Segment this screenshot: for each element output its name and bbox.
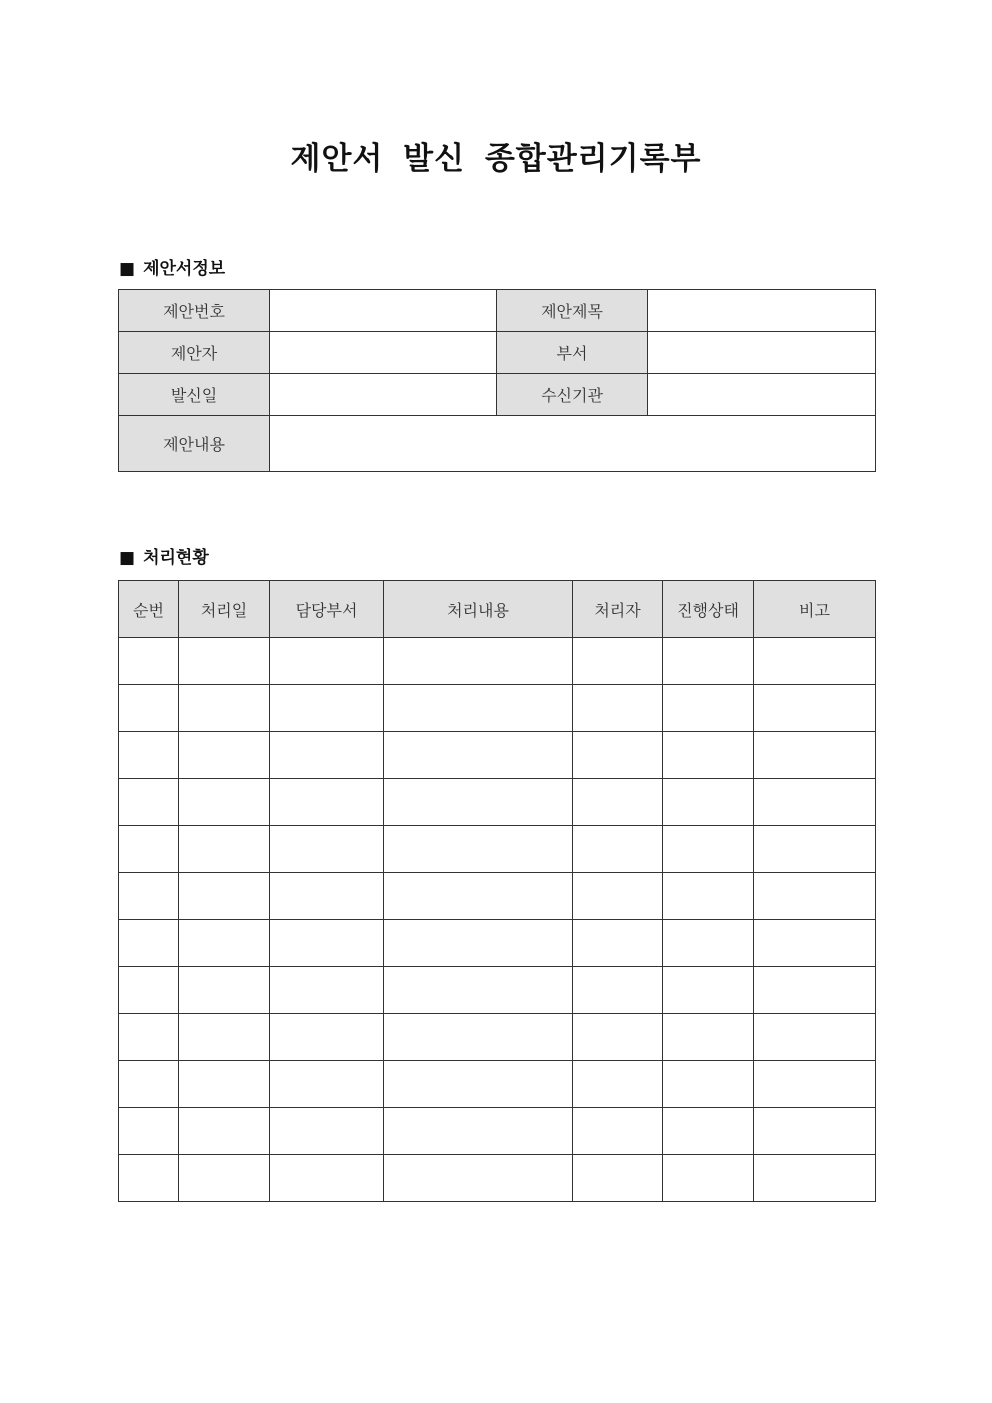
department-cell[interactable]: [270, 873, 384, 920]
table-row: [119, 332, 876, 374]
process-content-cell[interactable]: [384, 732, 573, 779]
progress-status-cell[interactable]: [663, 1108, 754, 1155]
progress-status-cell[interactable]: [663, 685, 754, 732]
processing-status-table: [118, 580, 876, 1202]
seq-cell[interactable]: [119, 967, 179, 1014]
process-date-cell[interactable]: [179, 873, 270, 920]
seq-cell[interactable]: [119, 685, 179, 732]
process-content-cell[interactable]: [384, 1108, 573, 1155]
label-proposer: 제안자: [119, 332, 270, 374]
proposal-title-field[interactable]: [648, 290, 876, 332]
process-date-cell[interactable]: [179, 967, 270, 1014]
handler-cell[interactable]: [573, 685, 663, 732]
process-date-cell[interactable]: [179, 779, 270, 826]
progress-status-cell[interactable]: [663, 873, 754, 920]
remarks-cell[interactable]: [754, 732, 876, 779]
progress-status-cell[interactable]: [663, 967, 754, 1014]
process-content-cell[interactable]: [384, 1014, 573, 1061]
department-cell[interactable]: [270, 1014, 384, 1061]
handler-cell[interactable]: [573, 732, 663, 779]
seq-cell[interactable]: [119, 873, 179, 920]
process-content-cell[interactable]: [384, 685, 573, 732]
remarks-cell[interactable]: [754, 1108, 876, 1155]
department-cell[interactable]: [270, 1108, 384, 1155]
label-department: 부서: [497, 332, 648, 374]
process-date-cell[interactable]: [179, 638, 270, 685]
remarks-cell[interactable]: [754, 779, 876, 826]
table-row: [119, 685, 876, 732]
department-cell[interactable]: [270, 732, 384, 779]
table-row: [119, 826, 876, 873]
handler-cell[interactable]: [573, 638, 663, 685]
section-heading-proposal-info: [119, 254, 225, 279]
department-cell[interactable]: [270, 920, 384, 967]
progress-status-cell[interactable]: [663, 1155, 754, 1202]
section-heading-processing-status: [119, 543, 209, 568]
seq-cell[interactable]: [119, 779, 179, 826]
seq-cell[interactable]: [119, 1061, 179, 1108]
content-field[interactable]: [270, 416, 876, 472]
seq-cell[interactable]: [119, 1014, 179, 1061]
department-field[interactable]: [648, 332, 876, 374]
handler-cell[interactable]: [573, 826, 663, 873]
process-content-cell[interactable]: [384, 1061, 573, 1108]
process-content-cell[interactable]: [384, 826, 573, 873]
remarks-cell[interactable]: [754, 638, 876, 685]
section-heading-label: 처리현황: [143, 548, 209, 568]
remarks-cell[interactable]: [754, 920, 876, 967]
progress-status-cell[interactable]: [663, 638, 754, 685]
progress-status-cell[interactable]: [663, 920, 754, 967]
table-row: [119, 416, 876, 472]
department-cell[interactable]: [270, 826, 384, 873]
table-row: [119, 732, 876, 779]
column-header-department: 담당부서: [270, 581, 384, 638]
process-date-cell[interactable]: [179, 1014, 270, 1061]
progress-status-cell[interactable]: [663, 1014, 754, 1061]
handler-cell[interactable]: [573, 1014, 663, 1061]
department-cell[interactable]: [270, 967, 384, 1014]
table-row: [119, 1061, 876, 1108]
process-content-cell[interactable]: [384, 920, 573, 967]
progress-status-cell[interactable]: [663, 826, 754, 873]
process-content-cell[interactable]: [384, 1155, 573, 1202]
table-row: [119, 1155, 876, 1202]
table-row: [119, 1014, 876, 1061]
process-content-cell[interactable]: [384, 873, 573, 920]
label-content: 제안내용: [119, 416, 270, 472]
table-row: [119, 873, 876, 920]
label-receiver: 수신기관: [497, 374, 648, 416]
seq-cell[interactable]: [119, 638, 179, 685]
column-header-seq: 순번: [119, 581, 179, 638]
table-row: [119, 779, 876, 826]
remarks-cell[interactable]: [754, 873, 876, 920]
process-date-cell[interactable]: [179, 1108, 270, 1155]
table-row: [119, 920, 876, 967]
handler-cell[interactable]: [573, 1155, 663, 1202]
column-header-process-date: 처리일: [179, 581, 270, 638]
column-header-remarks: 비고: [754, 581, 876, 638]
table-row: [119, 1108, 876, 1155]
column-header-process-content: 처리내용: [384, 581, 573, 638]
label-proposal-title: 제안제목: [497, 290, 648, 332]
remarks-cell[interactable]: [754, 1014, 876, 1061]
progress-status-cell[interactable]: [663, 1061, 754, 1108]
process-date-cell[interactable]: [179, 732, 270, 779]
process-date-cell[interactable]: [179, 920, 270, 967]
process-date-cell[interactable]: [179, 685, 270, 732]
seq-cell[interactable]: [119, 1155, 179, 1202]
table-row: [119, 374, 876, 416]
process-date-cell[interactable]: [179, 826, 270, 873]
handler-cell[interactable]: [573, 1108, 663, 1155]
proposal-info-table: [118, 289, 876, 472]
table-header-row: [119, 581, 876, 638]
proposal-no-field[interactable]: [270, 290, 497, 332]
seq-cell[interactable]: [119, 920, 179, 967]
seq-cell[interactable]: [119, 732, 179, 779]
seq-cell[interactable]: [119, 1108, 179, 1155]
column-header-progress-status: 진행상태: [663, 581, 754, 638]
remarks-cell[interactable]: [754, 685, 876, 732]
table-row: [119, 967, 876, 1014]
handler-cell[interactable]: [573, 920, 663, 967]
handler-cell[interactable]: [573, 967, 663, 1014]
column-header-handler: 처리자: [573, 581, 663, 638]
department-cell[interactable]: [270, 1061, 384, 1108]
square-bullet-icon: ■: [119, 259, 136, 279]
department-cell[interactable]: [270, 638, 384, 685]
remarks-cell[interactable]: [754, 967, 876, 1014]
label-proposal-no: 제안번호: [119, 290, 270, 332]
table-row: [119, 638, 876, 685]
table-row: [119, 290, 876, 332]
progress-status-cell[interactable]: [663, 732, 754, 779]
process-content-cell[interactable]: [384, 638, 573, 685]
handler-cell[interactable]: [573, 1061, 663, 1108]
process-content-cell[interactable]: [384, 967, 573, 1014]
status-table-body: [119, 638, 876, 1202]
remarks-cell[interactable]: [754, 826, 876, 873]
remarks-cell[interactable]: [754, 1155, 876, 1202]
receiver-field[interactable]: [648, 374, 876, 416]
send-date-field[interactable]: [270, 374, 497, 416]
section-heading-label: 제안서정보: [143, 259, 226, 279]
progress-status-cell[interactable]: [663, 779, 754, 826]
department-cell[interactable]: [270, 779, 384, 826]
seq-cell[interactable]: [119, 826, 179, 873]
remarks-cell[interactable]: [754, 1061, 876, 1108]
proposer-field[interactable]: [270, 332, 497, 374]
process-date-cell[interactable]: [179, 1061, 270, 1108]
page-title: 제안서 발신 종합관리기록부: [290, 141, 702, 177]
handler-cell[interactable]: [573, 779, 663, 826]
department-cell[interactable]: [270, 685, 384, 732]
process-date-cell[interactable]: [179, 1155, 270, 1202]
department-cell[interactable]: [270, 1155, 384, 1202]
square-bullet-icon: ■: [119, 548, 136, 568]
process-content-cell[interactable]: [384, 779, 573, 826]
handler-cell[interactable]: [573, 873, 663, 920]
label-send-date: 발신일: [119, 374, 270, 416]
